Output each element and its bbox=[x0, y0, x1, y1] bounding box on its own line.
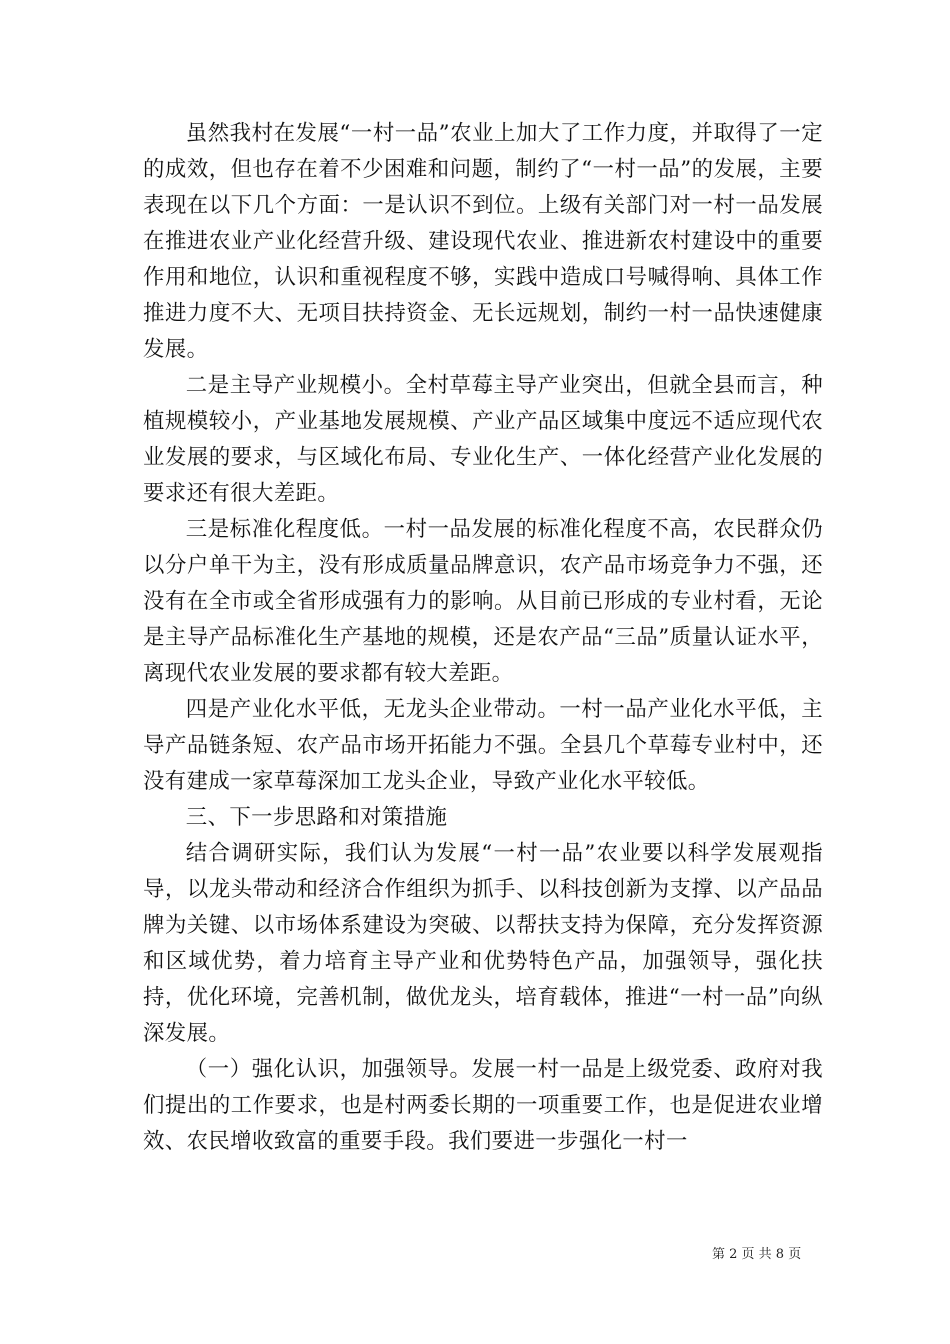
paragraph-strengthen-leadership: （一）强化认识，加强领导。发展一村一品是上级党委、政府对我们提出的工作要求，也是村两委长期的一项重要工作，也是促进农业增效、农民增收致富的重要手段。我们要进一步强化一村一 bbox=[143, 1057, 823, 1154]
paragraph-problems-intro: 虽然我村在发展“一村一品”农业上加大了工作力度，并取得了一定的成效，但也存在着不少困难和问题，制约了“一村一品”的发展，主要表现在以下几个方面：一是认识不到位。上级有关部门对一村一品发展在推进农业产业化经营升级、建设现代农业、推进新农村建设中的重要作用和地位，认识和重视程度不够，实践中造成口号喊得响、具体工作推进力度不大、无项目扶持资金、无长远规划，制约一村一品快速健康发展。 bbox=[143, 121, 823, 362]
paragraph-industrialization-low: 四是产业化水平低，无龙头企业带动。一村一品产业化水平低，主导产品链条短、农产品市场开拓能力不强。全县几个草莓专业村中，还没有建成一家草莓深加工龙头企业，导致产业化水平较低。 bbox=[143, 697, 823, 794]
document-body bbox=[143, 116, 823, 1160]
page-number-footer: 第 2 页 共 8 页 bbox=[712, 1247, 802, 1262]
paragraph-scale-small: 二是主导产业规模小。全村草莓主导产业突出，但就全县而言，种植规模较小，产业基地发展规模、产业产品区域集中度远不适应现代农业发展的要求，与区域化布局、专业化生产、一体化经营产业化发展的要求还有很大差距。 bbox=[143, 373, 823, 506]
section-heading-next-steps: 三、下一步思路和对策措施 bbox=[185, 805, 448, 830]
paragraph-approach: 结合调研实际，我们认为发展“一村一品”农业要以科学发展观指导，以龙头带动和经济合作组织为抓手、以科技创新为支撑、以产品品牌为关键、以市场体系建设为突破、以帮扶支持为保障，充分发挥资源和区域优势，着力培育主导产业和优势特色产品，加强领导，强化扶持，优化环境，完善机制，做优龙头，培育载体，推进“一村一品”向纵深发展。 bbox=[143, 841, 823, 1046]
paragraph-standardization-low: 三是标准化程度低。一村一品发展的标准化程度不高，农民群众仍以分户单干为主，没有形成质量品牌意识，农产品市场竞争力不强，还没有在全市或全省形成强有力的影响。从目前已形成的专业村看，无论是主导产品标准化生产基地的规模，还是农产品“三品”质量认证水平，离现代农业发展的要求都有较大差距。 bbox=[143, 517, 823, 686]
